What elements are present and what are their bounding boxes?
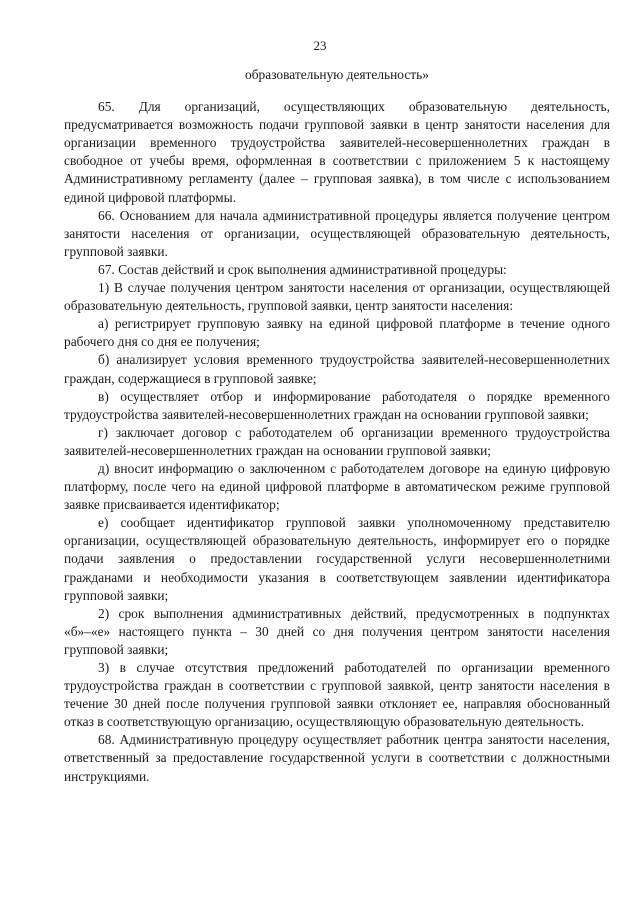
paragraph-65: 65. Для организаций, осуществляющих образовательную деятельность, предусматривается возможность подачи групповой заявки в центр занятости населения для организации временного трудоустройства заявителей-несовершеннолетних граждан в свободное от учебы время, оформленная в соответствии с приложением 5 к настоящему Административному регламенту (далее – групповая заявка), в том числе с использованием единой цифровой платформы. (64, 99, 610, 205)
paragraph-68: 68. Административную процедуру осуществляет работник центра занятости населения, ответственный за предоставление государственной услуги в соответствии с должностными инструкциями. (64, 732, 610, 784)
paragraph-67-item-2: 2) срок выполнения административных действий, предусмотренных в подпунктах «б»–«е» настоящего пункта – 30 дней со дня получения центром занятости населения групповой заявки; (64, 605, 610, 657)
paragraph-continuation: образовательную деятельность» (245, 67, 429, 82)
paragraph-67-subitem-a: а) регистрирует групповую заявку на единой цифровой платформе в течение одного рабочего дня со дня ее получения; (64, 316, 610, 350)
paragraph-67-subitem-v: в) осуществляет отбор и информирование работодателя о порядке временного трудоустройства заявителей-несовершеннолетних граждан на основании групповой заявки; (64, 388, 610, 422)
paragraph-67-subitem-d: д) вносит информацию о заключенном с работодателем договоре на единую цифровую платформу, после чего на единой цифровой платформе в автоматическом режиме групповой заявке присваивается идентификатор; (64, 460, 610, 513)
paragraph-67-subitem-b: б) анализирует условия временного трудоустройства заявителей-несовершеннолетних граждан, содержащиеся в групповой заявке; (64, 352, 610, 386)
paragraph-67-subitem-e: е) сообщает идентификатор групповой заявки уполномоченному представителю организации, осуществляющей образовательную деятельность, информирует его о порядке подачи заявления о предоставлении государственной услуги несовершеннолетними гражданами и необходимости указания в соответствующем заявлении идентификатора групповой заявки; (64, 515, 610, 603)
paragraph-67: 67. Состав действий и срок выполнения административной процедуры: (98, 261, 507, 277)
paragraph-67-item-3: 3) в случае отсутствия предложений работодателей по организации временного трудоустройства граждан в соответствии с групповой заявкой, центр занятости населения в течение 30 дней после получения групповой заявки отклоняет ее, направляя обоснованный отказ в соответствующую организацию, осуществляющую образовательную деятельность. (64, 660, 610, 730)
paragraph-67-item-1: 1) В случае получения центром занятости населения от организации, осуществляющей образовательную деятельность, групповой заявки, центр занятости населения: (64, 280, 610, 314)
page-number: 23 (313, 38, 327, 53)
document-body (64, 66, 610, 786)
paragraph-66: 66. Основанием для начала административной процедуры является получение центром занятости населения от организации, осуществляющей образовательную деятельность, групповой заявки. (64, 207, 610, 259)
paragraph-67-subitem-g: г) заключает договор с работодателем об организации временного трудоустройства заявителей-несовершеннолетних граждан на основании групповой заявки; (64, 424, 610, 458)
